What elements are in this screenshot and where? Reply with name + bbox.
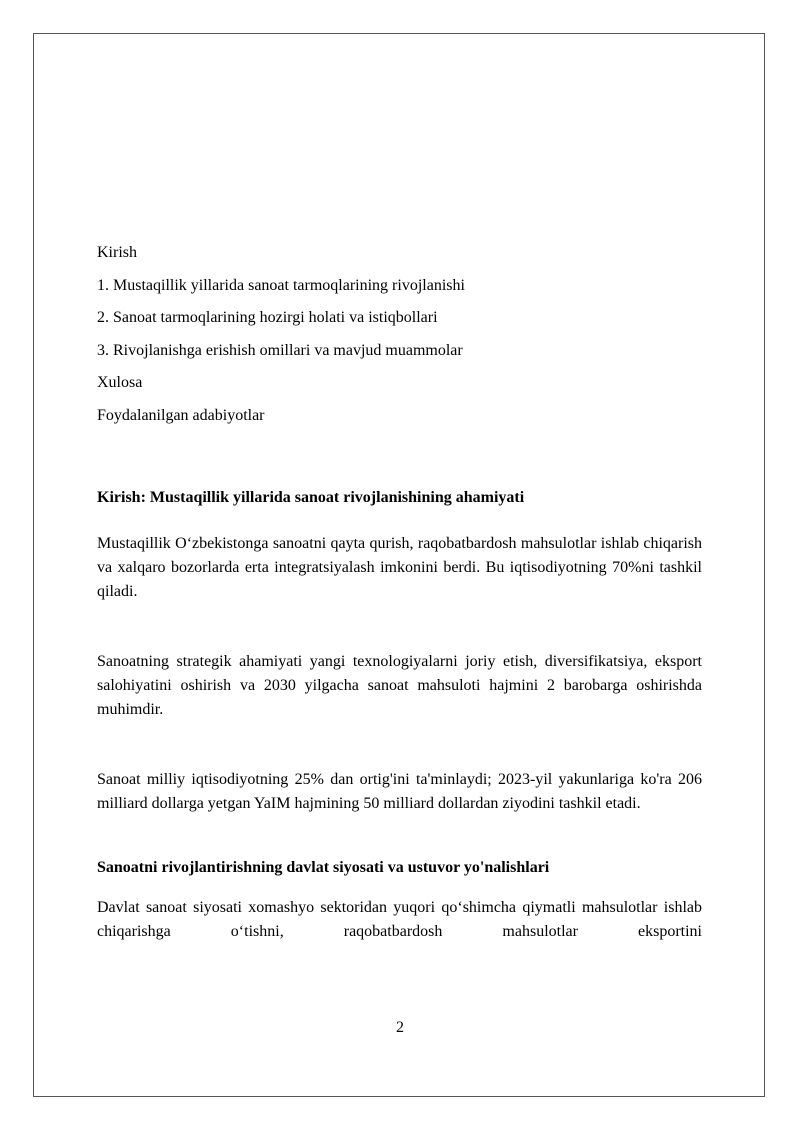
page-number: 2	[396, 1019, 404, 1036]
toc-item-conclusion: Xulosa	[97, 374, 143, 391]
table-of-contents	[97, 241, 702, 436]
toc-item-1: 1. Mustaqillik yillarida sanoat tarmoqlarining rivojlanishi	[97, 276, 465, 294]
paragraph-3: Sanoat milliy iqtisodiyotning 25% dan ortig'ini ta'minlaydi; 2023-yil yakunlariga ko'ra 206 milliard dollarga yetgan YaIM hajmining 50 milliard dollardan ziyodini tashkil etadi.	[97, 771, 702, 812]
paragraph-1: Mustaqillik O‘zbekistonga sanoatni qayta qurish, raqobatbardosh mahsulotlar ishlab chiqarish va xalqaro bozorlarda erta integratsiyalash imkonini berdi. Bu iqtisodiyotning 70%ni tashkil qiladi.	[97, 535, 702, 600]
paragraph-2: Sanoatning strategik ahamiyati yangi texnologiyalarni joriy etish, diversifikatsiya, eksport salohiyatini oshirish va 2030 yilgacha sanoat mahsuloti hajmini 2 barobarga oshirishda muhimdir.	[97, 653, 702, 718]
page-content	[97, 241, 702, 944]
toc-item-intro: Kirish	[97, 244, 137, 261]
toc-item-3: 3. Rivojlanishga erishish omillari va mavjud muammolar	[97, 341, 463, 359]
paragraph-4: Davlat sanoat siyosati xomashyo sektoridan yuqori qo‘shimcha qiymatli mahsulotlar ishlab chiqarishga o‘tishni, raqobatbardosh mahsulotlar eksportini	[97, 899, 702, 940]
toc-item-references: Foydalanilgan adabiyotlar	[97, 406, 265, 424]
section-heading-intro: Kirish: Mustaqillik yillarida sanoat rivojlanishining ahamiyati	[97, 489, 525, 506]
toc-item-2: 2. Sanoat tarmoqlarining hozirgi holati va istiqbollari	[97, 309, 438, 326]
section-heading-policy: Sanoatni rivojlantirishning davlat siyosati va ustuvor yo'nalishlari	[97, 859, 550, 876]
